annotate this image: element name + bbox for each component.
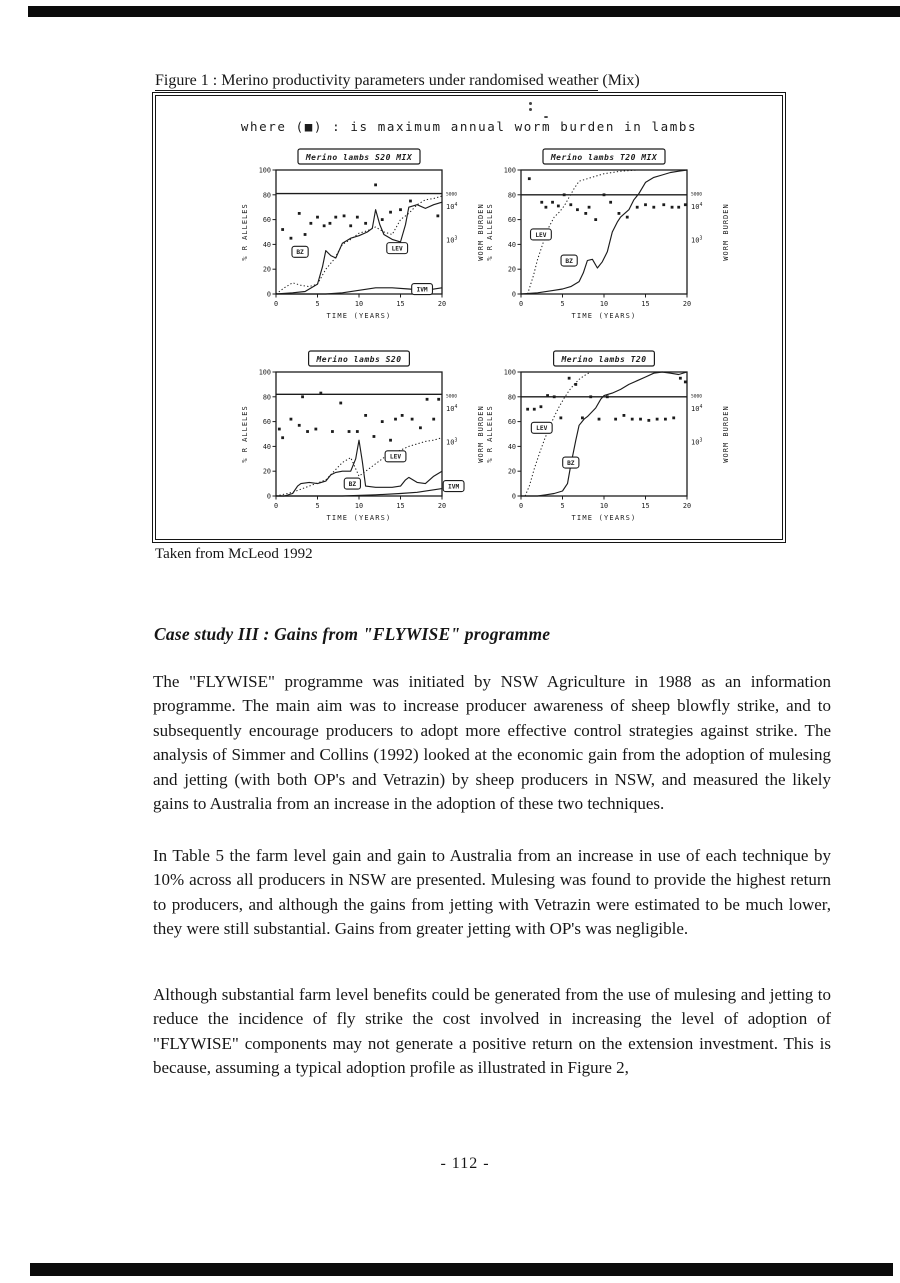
svg-text:LEV: LEV — [389, 453, 402, 461]
svg-text:103: $10^3$ — [446, 236, 458, 245]
svg-text:5: 5 — [560, 502, 565, 510]
svg-text:Merino lambs T20: Merino lambs T20 — [561, 354, 647, 364]
chart-merino-lambs-t20 — [481, 348, 733, 534]
figure-caption-suffix: (Mix) — [598, 72, 640, 89]
svg-text:40: 40 — [507, 442, 516, 451]
svg-text:40: 40 — [262, 240, 271, 249]
svg-text:40: 40 — [507, 240, 516, 249]
svg-text:BZ: BZ — [567, 459, 575, 467]
svg-text:0: 0 — [511, 492, 516, 501]
chart-merino-lambs-s20-mix — [236, 146, 488, 332]
svg-text:100: 100 — [258, 368, 271, 377]
svg-text:100: 100 — [503, 368, 516, 377]
svg-text:0: 0 — [266, 492, 271, 501]
svg-text:LEV: LEV — [391, 245, 403, 253]
svg-text:10: 10 — [354, 502, 364, 510]
svg-text:WORM BURDEN: WORM BURDEN — [477, 405, 485, 463]
section-heading: Case study III : Gains from "FLYWISE" programme — [154, 624, 551, 644]
svg-text:5000: 5000 — [446, 192, 458, 198]
chart-svg-s20-mix — [236, 146, 488, 332]
svg-text:0: 0 — [273, 502, 279, 510]
svg-text:104: $10^4$ — [446, 405, 458, 414]
svg-text:103: $10^3$ — [446, 438, 458, 447]
svg-text:15: 15 — [396, 300, 405, 308]
svg-text:103: $10^3$ — [691, 438, 703, 447]
paragraph-3: Although substantial farm level benefits could be generated from the use of mulesing and jetting to reduce the incidence of fly strike the cost involved in increasing the level of adoption of "FLYWISE" components may not generate a positive return on the extension investment. This is because, assuming a typical adoption profile as illustrated in Figure 2, — [153, 985, 831, 1078]
svg-text:0: 0 — [511, 290, 516, 299]
svg-text:10: 10 — [599, 300, 609, 308]
svg-text:60: 60 — [507, 216, 516, 225]
chart-svg-s20 — [236, 348, 488, 534]
scan-speck — [544, 116, 548, 118]
chart-svg-t20 — [481, 348, 733, 534]
svg-text:WORM BURDEN: WORM BURDEN — [477, 203, 485, 261]
svg-text:100: 100 — [258, 166, 271, 175]
chart-svg-t20-mix — [481, 146, 733, 332]
svg-text:60: 60 — [262, 216, 271, 225]
svg-text:0: 0 — [518, 502, 524, 510]
svg-text:5: 5 — [315, 502, 320, 510]
svg-text:80: 80 — [262, 191, 271, 200]
svg-text:WORM BURDEN: WORM BURDEN — [722, 203, 730, 261]
svg-text:20: 20 — [682, 502, 692, 510]
paragraph-1: The "FLYWISE" programme was initiated by NSW Agriculture in 1988 as an information programme. The main aim was to increase producer awareness of sheep blowfly strike, and to subsequently encourage producers to adopt more effective control strategies against strike. The analysis of Simmer and Collins (1992) looked at the economic gain from the adoption of mulesing and jetting (with both OP's and Vetrazin) by sheep producers in NSW, and measured the likely gains to Australia from an increase in the adoption of these two techniques. — [153, 672, 831, 814]
svg-text:TIME (YEARS): TIME (YEARS) — [326, 312, 392, 320]
figure-caption-text: Figure 1 : Merino productivity parameters under randomised weather — [155, 72, 599, 89]
svg-text:104: $10^4$ — [691, 203, 703, 212]
chart-merino-lambs-s20 — [236, 348, 488, 534]
svg-text:10: 10 — [599, 502, 609, 510]
svg-text:20: 20 — [262, 265, 271, 274]
scan-speck — [529, 102, 532, 105]
svg-text:80: 80 — [262, 393, 271, 402]
svg-text:15: 15 — [641, 300, 650, 308]
svg-text:10: 10 — [354, 300, 364, 308]
svg-text:IVM: IVM — [448, 483, 460, 491]
figure-1 — [152, 92, 786, 543]
svg-text:5000: 5000 — [446, 394, 458, 400]
svg-text:BZ: BZ — [565, 257, 573, 265]
svg-text:TIME (YEARS): TIME (YEARS) — [326, 514, 392, 522]
svg-text:% R ALLELES: % R ALLELES — [486, 405, 494, 463]
svg-text:TIME (YEARS): TIME (YEARS) — [571, 312, 637, 320]
svg-text:TIME (YEARS): TIME (YEARS) — [571, 514, 637, 522]
page-number: - 112 - — [440, 1155, 490, 1172]
svg-text:0: 0 — [518, 300, 524, 308]
scan-speck — [529, 108, 532, 111]
svg-text:104: $10^4$ — [446, 203, 458, 212]
paragraph-2: In Table 5 the farm level gain and gain to Australia from an increase in use of each technique by 10% across all producers in NSW are presented. Mulesing was found to provide the highest return to producers, and although the gains from jetting with Vetrazin were estimated to be much lower, they were still substantial. Gains from greater jetting with OP's was negligible. — [153, 846, 831, 939]
svg-text:0: 0 — [273, 300, 279, 308]
svg-text:Merino lambs S20: Merino lambs S20 — [316, 354, 402, 364]
figure-source: Taken from McLeod 1992 — [155, 546, 313, 562]
svg-text:40: 40 — [262, 442, 271, 451]
svg-text:80: 80 — [507, 191, 516, 200]
svg-text:20: 20 — [437, 300, 447, 308]
svg-text:Merino lambs S20 MIX: Merino lambs S20 MIX — [305, 152, 413, 162]
svg-text:LEV: LEV — [535, 231, 547, 239]
svg-text:IVM: IVM — [416, 286, 428, 294]
svg-text:15: 15 — [641, 502, 650, 510]
svg-text:BZ: BZ — [296, 249, 304, 257]
svg-text:20: 20 — [682, 300, 692, 308]
svg-text:20: 20 — [507, 467, 516, 476]
svg-text:% R ALLELES: % R ALLELES — [241, 203, 249, 261]
svg-text:5: 5 — [315, 300, 320, 308]
scan-artifact-bottom-bar — [30, 1263, 893, 1276]
svg-text:Merino lambs T20 MIX: Merino lambs T20 MIX — [550, 152, 658, 162]
svg-text:% R ALLELES: % R ALLELES — [486, 203, 494, 261]
svg-text:60: 60 — [507, 418, 516, 427]
svg-text:20: 20 — [437, 502, 447, 510]
svg-text:BZ: BZ — [348, 480, 357, 488]
svg-text:15: 15 — [396, 502, 405, 510]
svg-text:20: 20 — [262, 467, 271, 476]
figure-1-frame — [155, 95, 783, 540]
svg-text:5000: 5000 — [691, 192, 703, 198]
svg-text:100: 100 — [503, 166, 516, 175]
svg-text:60: 60 — [262, 418, 271, 427]
svg-text:80: 80 — [507, 393, 516, 402]
svg-text:LEV: LEV — [536, 425, 548, 433]
svg-text:20: 20 — [507, 265, 516, 274]
figure-caption — [155, 72, 640, 90]
svg-text:104: $10^4$ — [691, 405, 703, 414]
svg-text:103: $10^3$ — [691, 236, 703, 245]
svg-text:0: 0 — [266, 290, 271, 299]
chart-merino-lambs-t20-mix — [481, 146, 733, 332]
svg-text:WORM BURDEN: WORM BURDEN — [722, 405, 730, 463]
svg-text:5: 5 — [560, 300, 565, 308]
figure-legend-note: where (■) : is maximum annual worm burden in lambs — [240, 119, 698, 134]
scan-artifact-top-bar — [28, 6, 900, 17]
svg-text:5000: 5000 — [691, 394, 703, 400]
svg-text:% R ALLELES: % R ALLELES — [241, 405, 249, 463]
